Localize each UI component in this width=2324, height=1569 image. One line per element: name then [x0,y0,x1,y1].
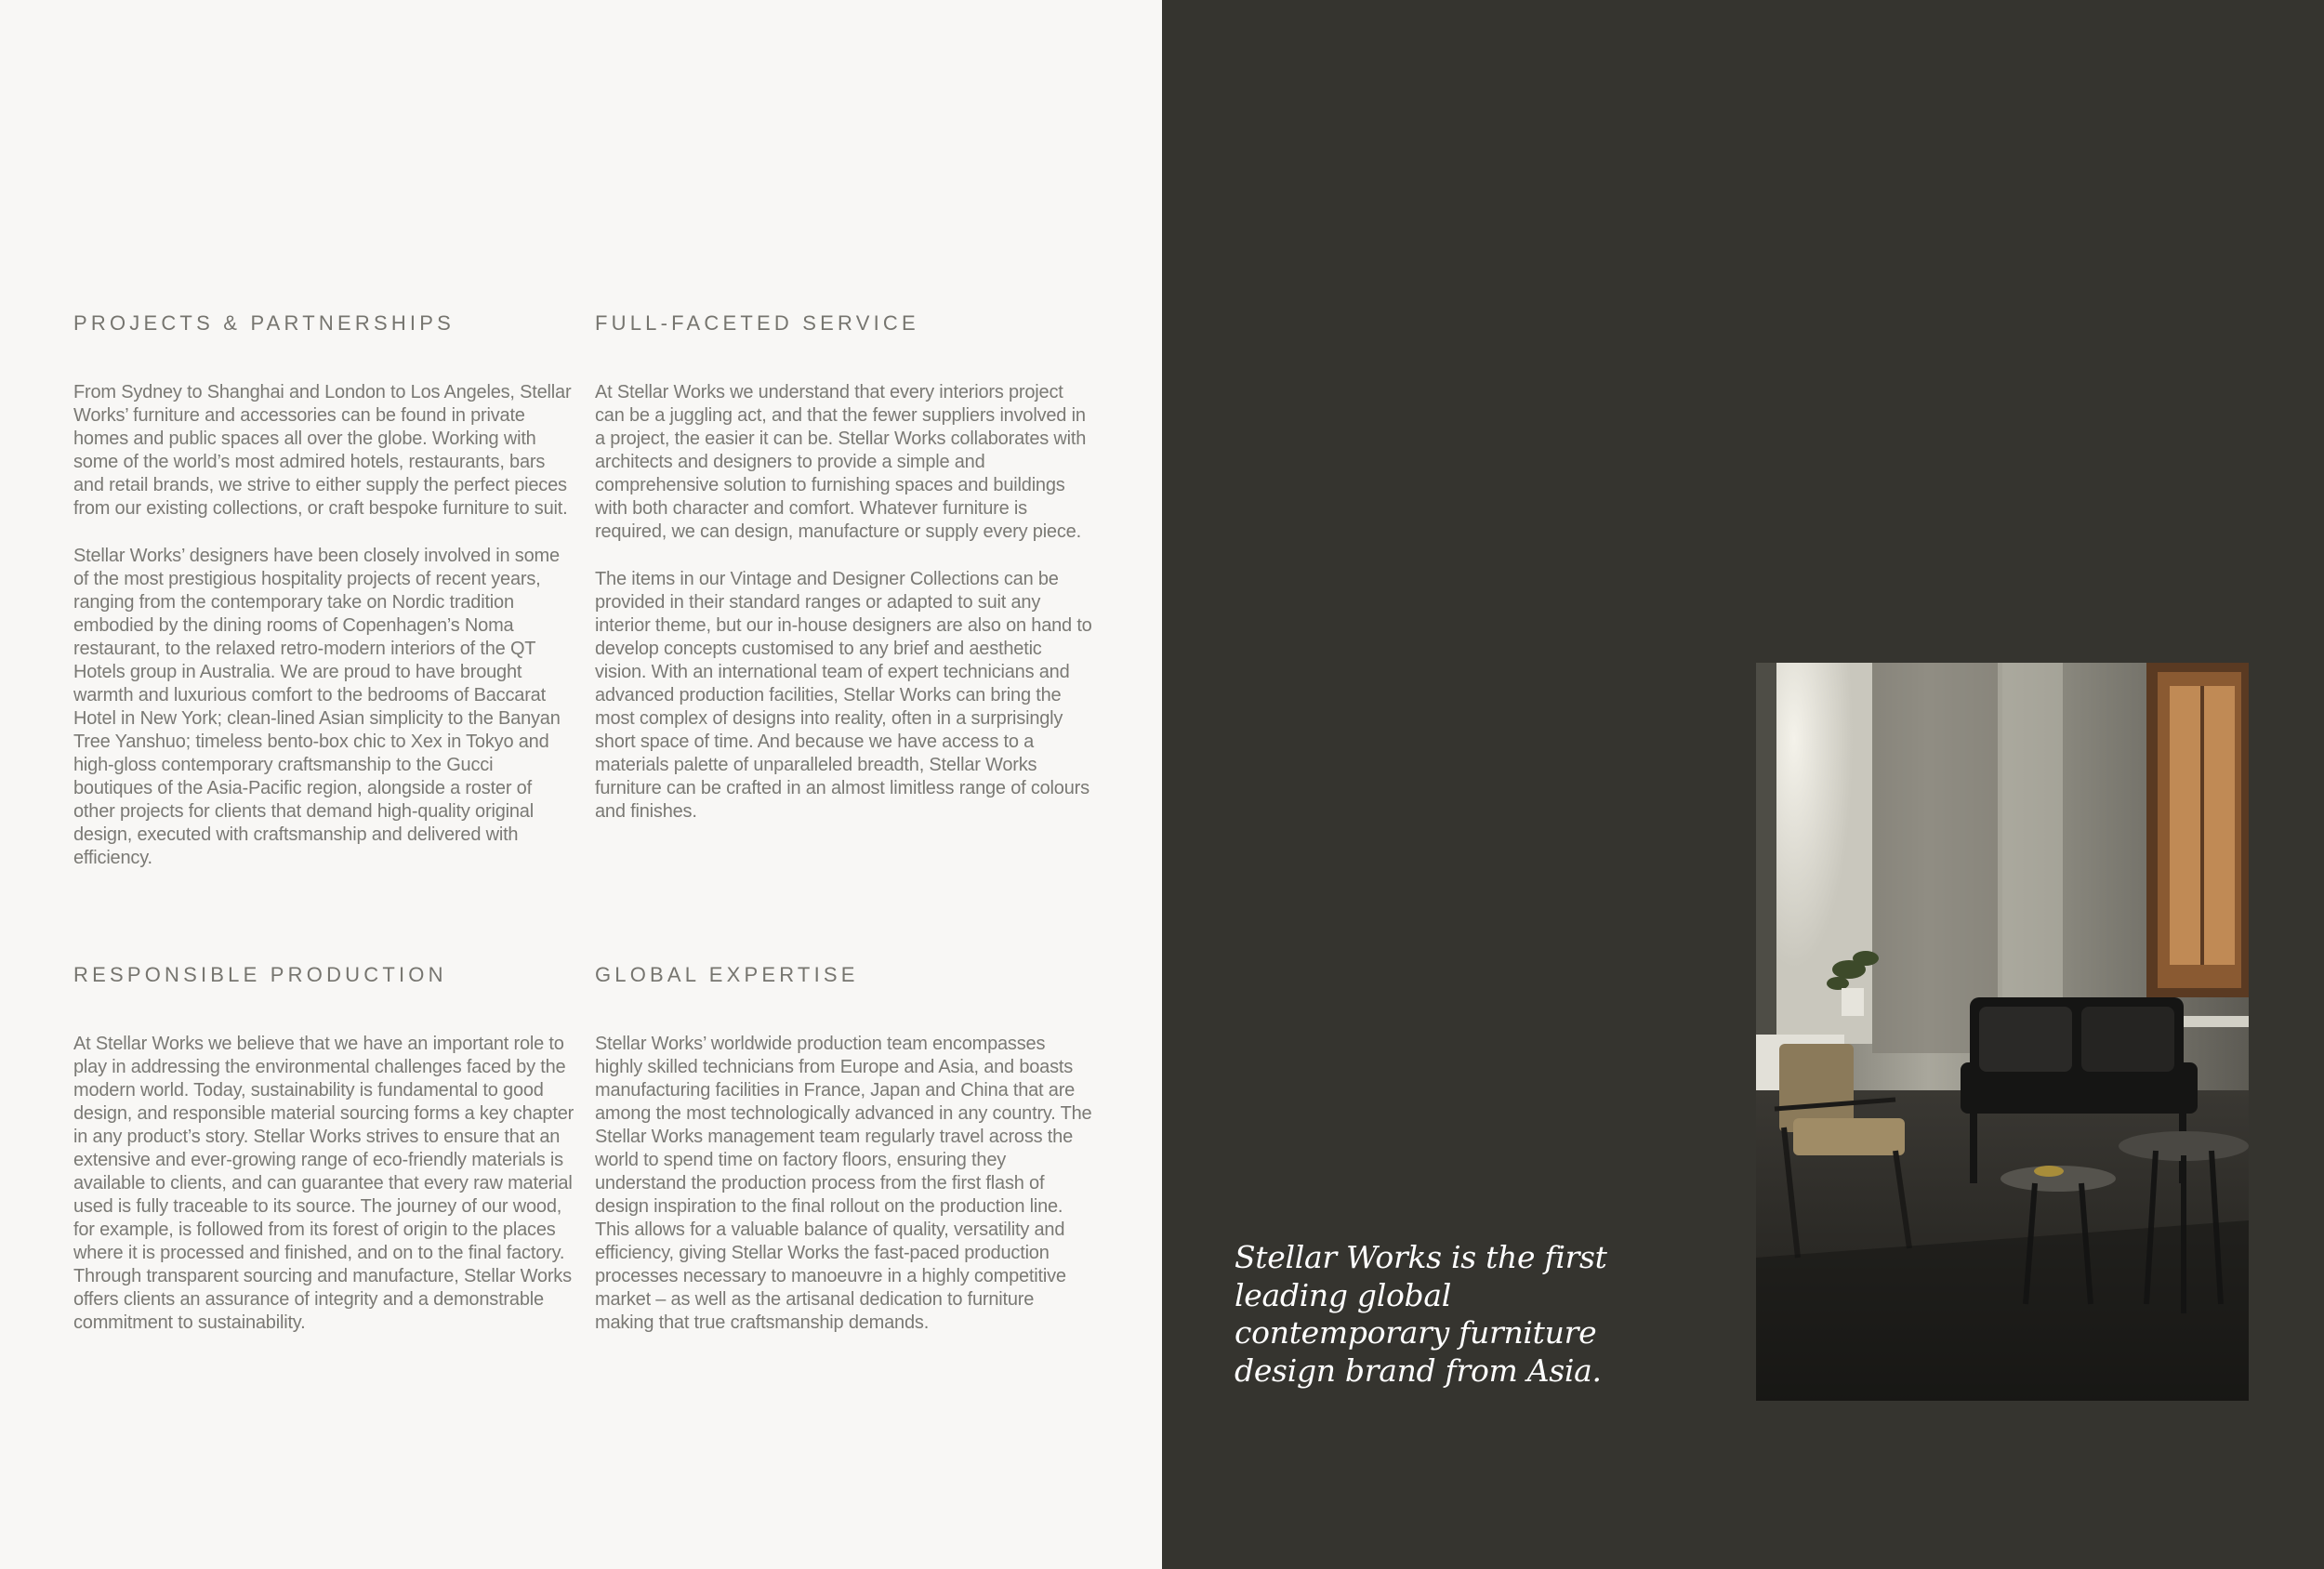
paragraph: Stellar Works’ worldwide production team encompasses highly skilled technicians from Europe and Asia, and boasts manufacturing facilities in France, Japan and China that are among the most technologically advanced in any country. The Stellar Works management team regularly travel across the world to spend time on factory floors, ensuring they understand the production process from the first flash of design inspiration to the final rollout on the production line. This allows for a valuable balance of quality, versatility and efficiency, giving Stellar Works the fast-paced production processes necessary to manoeuvre in a highly competitive market – as well as the artisanal dedication to furniture making that true craftsmanship demands. [595,1034,1092,1333]
section-body [73,1033,575,1359]
section-heading: RESPONSIBLE PRODUCTION [73,963,447,986]
section-heading: PROJECTS & PARTNERSHIPS [73,311,455,335]
paragraph: Stellar Works’ designers have been closely involved in some of the most prestigious hospitality projects of recent years, ranging from the contemporary take on Nordic tradition embodied by the dining rooms of Copenhagen’s Noma restaurant, to the relaxed retro-modern interiors of the QT Hotels group in Australia. We are proud to have brought warmth and luxurious comfort to the bedrooms of Baccarat Hotel in New York; clean-lined Asian simplicity to the Banyan Tree Yanshuo; timeless bento-box chic to Xex in Tokyo and high-gloss contemporary craftsmanship to the Gucci boutiques of the Asia-Pacific region, alongside a roster of other projects for clients that demand high-quality original design, executed with craftsmanship and delivered with efficiency. [73,546,561,868]
section-body [595,381,1097,848]
section-full-faceted-service [595,311,1097,822]
paragraph: The items in our Vintage and Designer Collections can be provided in their standard ranges or adapted to suit any interior theme, but our in-house designers are also on hand to develop concepts customised to any brief and aesthetic vision. With an international team of expert technicians and advanced production facilities, Stellar Works can bring the most complex of designs into reality, often in a surprisingly short space of time. And because we have access to a materials palette of unparalleled breadth, Stellar Works furniture can be crafted in an almost limitless range of colours and finishes. [595,569,1092,822]
section-body [595,1033,1097,1359]
paragraph: From Sydney to Shanghai and London to Los Angeles, Stellar Works’ furniture and accessories can be found in private homes and public spaces all over the globe. Working with some of the world’s most admired hotels, restaurants, bars and retail brands, we strive to either supply the perfect pieces from our existing collections, or craft bespoke furniture to suit. [73,382,572,519]
section-heading: FULL-FACETED SERVICE [595,311,919,335]
pull-quote: Stellar Works is the first leading global contemporary furniture design brand from Asia. [1235,1239,1607,1389]
section-heading: GLOBAL EXPERTISE [595,963,859,986]
section-body [73,381,575,894]
section-projects-partnerships [73,311,575,868]
interior-photo [1756,663,2249,1401]
paragraph: At Stellar Works we understand that every interiors project can be a juggling act, and that the fewer suppliers involved in a project, the easier it can be. Stellar Works collaborates with architects and designers to provide a simple and comprehensive solution to furnishing spaces and buildings with both character and comfort. Whatever furniture is required, we can design, manufacture or supply every piece. [595,382,1087,542]
paragraph: At Stellar Works we believe that we have an important role to play in addressing the environmental challenges faced by the modern world. Today, sustainability is fundamental to good design, and responsible material sourcing forms a key chapter in any product’s story. Stellar Works strives to ensure that an extensive and ever-growing range of eco-friendly materials is available to clients, and can guarantee that every raw material used is fully traceable to its source. The journey of our wood, for example, is followed from its forest of origin to the places where it is processed and finished, and on to the final factory. Through transparent sourcing and manufacture, Stellar Works offers clients an assurance of integrity and a demonstrable commitment to sustainability. [73,1034,574,1333]
section-responsible-production [73,963,575,1333]
section-global-expertise [595,963,1097,1333]
